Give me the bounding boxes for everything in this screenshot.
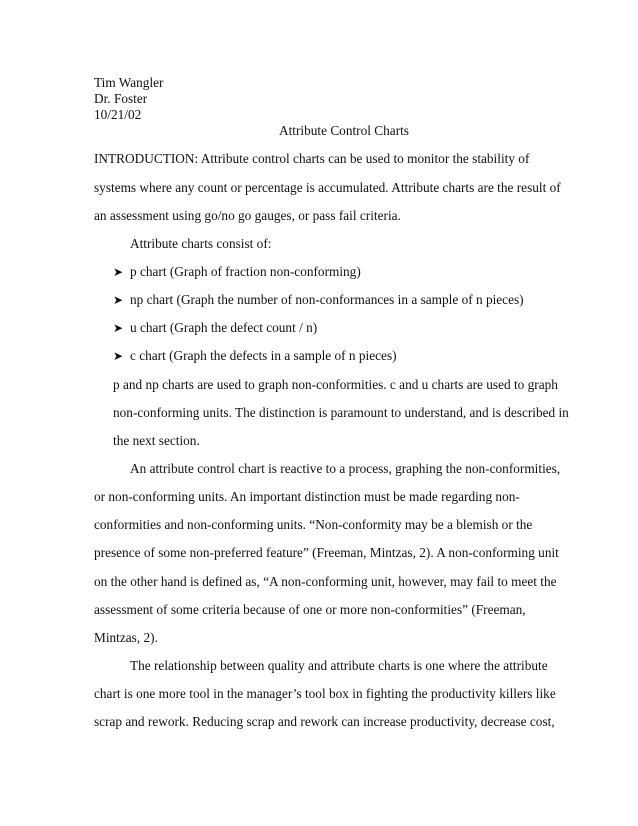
intro-line: INTRODUCTION: Attribute control charts can be used to monitor the stability of (94, 151, 530, 166)
intro-line: an assessment using go/no go gauges, or pass fail criteria. (94, 208, 401, 223)
list-item-text: c chart (Graph the defects in a sample of n pieces) (130, 348, 397, 363)
list-item (113, 348, 397, 364)
list-item-text: p chart (Graph of fraction non-conforming) (130, 264, 361, 279)
distinction-line: non-conforming units. The distinction is paramount to understand, and is described in (113, 405, 569, 420)
author-name: Tim Wangler (94, 75, 164, 90)
list-item (113, 320, 317, 336)
arrow-bullet-icon: ➤ (113, 349, 124, 363)
document-date: 10/21/02 (94, 107, 142, 122)
arrow-bullet-icon: ➤ (113, 321, 124, 335)
paragraph-line: or non-conforming units. An important distinction must be made regarding non- (94, 489, 520, 504)
paragraph-line: conformities and non-conforming units. “Non-conformity may be a blemish or the (94, 517, 533, 532)
list-item-text: np chart (Graph the number of non-conformances in a sample of n pieces) (130, 292, 524, 307)
paragraph-line: Mintzas, 2). (94, 630, 158, 645)
arrow-bullet-icon: ➤ (113, 265, 124, 279)
paragraph-line: The relationship between quality and attribute charts is one where the attribute (130, 658, 548, 673)
paragraph-line: on the other hand is defined as, “A non-conforming unit, however, may fail to meet the (94, 574, 557, 589)
consist-label: Attribute charts consist of: (130, 236, 272, 251)
list-item (113, 292, 524, 308)
distinction-line: the next section. (113, 433, 200, 448)
list-item-text: u chart (Graph the defect count / n) (130, 320, 318, 335)
paragraph-line: chart is one more tool in the manager’s tool box in fighting the productivity killers like (94, 686, 556, 701)
document-title: Attribute Control Charts (278, 123, 409, 138)
list-item (113, 264, 361, 280)
paragraph-line: An attribute control chart is reactive to a process, graphing the non-conformities, (130, 461, 561, 476)
instructor-name: Dr. Foster (94, 91, 148, 106)
arrow-bullet-icon: ➤ (113, 293, 124, 307)
intro-line: systems where any count or percentage is accumulated. Attribute charts are the result of (94, 180, 561, 195)
paragraph-line: presence of some non-preferred feature” (Freeman, Mintzas, 2). A non-conforming unit (94, 545, 559, 560)
paragraph-line: scrap and rework. Reducing scrap and rework can increase productivity, decrease cost, (94, 714, 555, 729)
paragraph-line: assessment of some criteria because of one or more non-conformities” (Freeman, (94, 602, 526, 617)
distinction-line: p and np charts are used to graph non-conformities. c and u charts are used to graph (113, 377, 558, 392)
